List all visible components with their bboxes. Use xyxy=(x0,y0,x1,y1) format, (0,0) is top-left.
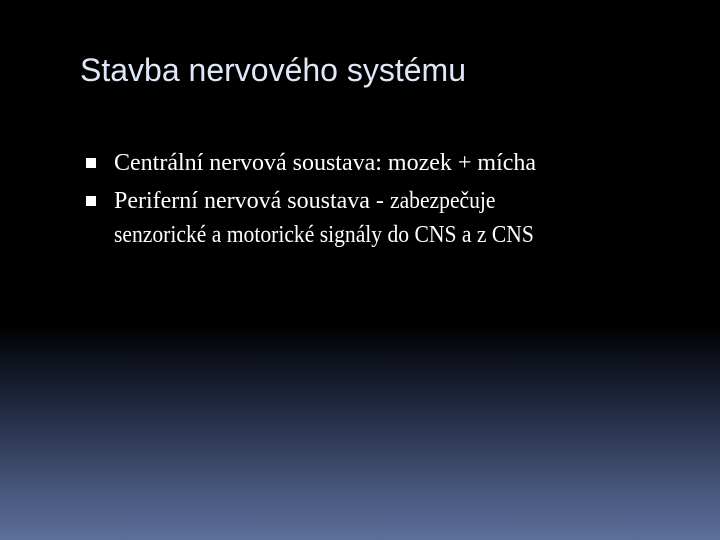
bullet-item-cns xyxy=(84,146,694,180)
bullet-list xyxy=(84,146,694,256)
bullet-text: Centrální nervová soustava: mozek + mícha xyxy=(114,150,537,176)
bullet-text-tail: zabezpečuje xyxy=(389,188,496,214)
bullet-text-line1 xyxy=(114,188,507,214)
square-bullet-icon xyxy=(86,196,96,206)
bullet-text-main: Periferní nervová soustava - xyxy=(114,188,390,214)
bullet-text-line2: senzorické a motorické signály do CNS a z CNS xyxy=(114,222,534,248)
square-bullet-icon xyxy=(86,158,96,168)
bullet-item-pns xyxy=(84,184,694,252)
slide-title: Stavba nervového systému xyxy=(80,52,466,88)
